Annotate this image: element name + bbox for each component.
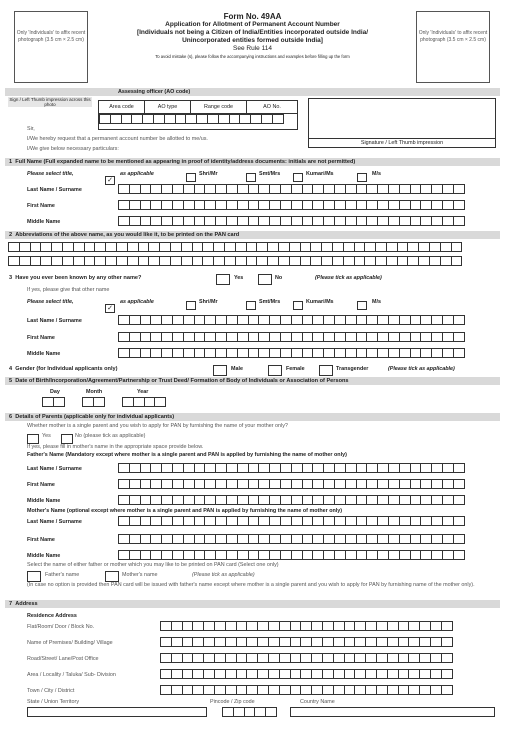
- char-box[interactable]: [441, 637, 453, 647]
- char-box[interactable]: [441, 669, 453, 679]
- char-box[interactable]: [453, 348, 465, 358]
- title-shri-label: Shri/Mr: [199, 171, 218, 177]
- section-5-number: 5: [9, 378, 13, 384]
- s1-first-name-field[interactable]: [118, 200, 464, 210]
- photo-box-right[interactable]: [416, 11, 490, 83]
- father-middle-name-field[interactable]: [118, 495, 464, 505]
- dob-day-field[interactable]: [42, 397, 64, 407]
- addr-pincode-field[interactable]: [222, 707, 276, 717]
- dob-year-field[interactable]: [122, 397, 165, 407]
- father-first-name-label: First Name: [27, 482, 55, 488]
- section-5-title: Date of Birth/Incorporation/Agreement/Partnership or Trust Deed/ Formation of Body of Individuals or Association of Persons: [15, 378, 349, 384]
- addr-flat-field[interactable]: [160, 621, 452, 631]
- title-kumari-label: Kumari/Ms: [306, 171, 334, 177]
- s3-middle-name-field[interactable]: [118, 348, 464, 358]
- s1-last-name-label: Last Name / Surname: [27, 187, 82, 193]
- dob-month-digit[interactable]: [93, 397, 105, 407]
- ao-type-label: AO type: [145, 101, 191, 113]
- gender-transgender-label: Transgender: [336, 366, 369, 372]
- s3-first-name-field[interactable]: [118, 332, 464, 342]
- mother-first-name-field[interactable]: [118, 534, 464, 544]
- gender-female-label: Female: [286, 366, 305, 372]
- section-2-number: 2: [9, 232, 13, 238]
- char-box[interactable]: [441, 685, 453, 695]
- section-1-title: Full Name (Full expanded name to be mentioned as appearing in proof of identity/address documents: initials are not permitted): [15, 159, 356, 165]
- mother-first-name-label: First Name: [27, 537, 55, 543]
- ao-cell[interactable]: [272, 114, 284, 124]
- char-box[interactable]: [453, 479, 465, 489]
- gender-male-label: Male: [231, 366, 243, 372]
- addr-premises-field[interactable]: [160, 637, 452, 647]
- section-3-header: [5, 274, 500, 282]
- char-box[interactable]: [453, 534, 465, 544]
- addr-road-field[interactable]: [160, 653, 452, 663]
- addr-road-label: Road/Street/ Lane/Post Office: [27, 656, 99, 662]
- section-6-title: Details of Parents (applicable only for individual applicants): [15, 414, 175, 420]
- ao-code-table: [98, 100, 298, 130]
- char-box[interactable]: [453, 200, 465, 210]
- s3-title-smt-checkbox[interactable]: [246, 297, 256, 315]
- father-middle-name-label: Middle Name: [27, 498, 61, 504]
- dob-day-digit[interactable]: [53, 397, 65, 407]
- father-last-name-label: Last Name / Surname: [27, 466, 82, 472]
- s3-as-applicable-label: as applicable: [120, 299, 154, 305]
- s3-middle-name-label: Middle Name: [27, 351, 61, 357]
- residence-address-heading: Residence Address: [27, 613, 77, 619]
- card-name-note: (In case no option is provided then PAN card will be issued with father's name except where mother is a single parent and you wish to apply for PAN by furnishing name of the mother only).: [27, 582, 475, 588]
- s3-last-name-label: Last Name / Surname: [27, 318, 82, 324]
- s3-title-shri-checkbox[interactable]: [186, 297, 196, 315]
- section-6-header: [5, 413, 500, 421]
- section-1-number: 1: [9, 159, 13, 165]
- char-box[interactable]: [453, 495, 465, 505]
- char-box[interactable]: [453, 184, 465, 194]
- s3-select-title-label: Please select title,: [27, 299, 74, 305]
- mother-name-heading: Mother's Name (optional except where mother is a single parent and PAN is applied by furnishing the name of mother only): [27, 508, 343, 514]
- form-title-3: Unincorporated entities formed outside India]: [182, 37, 323, 44]
- photo-left-text: Only 'Individuals' to affix recent photograph (3.5 cm × 2.5 cm): [16, 30, 86, 43]
- char-box[interactable]: [453, 516, 465, 526]
- signature-box[interactable]: [308, 98, 496, 148]
- abbreviation-field-row-2[interactable]: [8, 256, 461, 266]
- single-parent-no-label: No (please tick as applicable): [75, 433, 146, 439]
- salutation: Sir,: [27, 126, 35, 132]
- s3-title-ms-label: M/s: [372, 299, 381, 305]
- addr-country-label: Country Name: [300, 699, 335, 705]
- as-applicable-label: as applicable: [120, 171, 154, 177]
- s3-title-smt-label: Smt/Mrs: [259, 299, 281, 305]
- char-box[interactable]: [451, 242, 463, 252]
- form-header: [95, 13, 410, 61]
- s1-middle-name-field[interactable]: [118, 216, 464, 226]
- father-name-heading: Father's Name (Mandatory except where mother is a single parent and PAN is applied by furnishing the name of mother only): [27, 452, 347, 458]
- char-box[interactable]: [453, 463, 465, 473]
- ao-title: Assessing officer (AO code): [118, 89, 191, 95]
- dob-day-label: Day: [50, 389, 60, 395]
- title-ms-label: M/s: [372, 171, 381, 177]
- gender-tick-note: (Please tick as applicable): [388, 366, 455, 372]
- addr-state-label: State / Union Territory: [27, 699, 80, 705]
- ao-area-code-label: Area code: [99, 101, 145, 113]
- title-as-applicable-checkbox[interactable]: ✓: [105, 169, 115, 187]
- addr-town-label: Town / City / District: [27, 688, 75, 694]
- select-title-label: Please select title,: [27, 171, 74, 177]
- section-1-header: [5, 158, 500, 166]
- section-3-number: 3: [9, 275, 13, 281]
- section-3-title: Have you ever been known by any other name?: [15, 275, 142, 281]
- addr-area-label: Area / Locality / Taluka/ Sub- Division: [27, 672, 116, 678]
- card-name-tick-note: (Please tick as applicable): [192, 572, 255, 578]
- addr-premises-label: Name of Premises/ Building/ Village: [27, 640, 113, 646]
- title-smt-label: Smt/Mrs: [259, 171, 281, 177]
- rule-ref: See Rule 114: [233, 45, 272, 52]
- photo-right-text: Only 'Individuals' to affix recent photograph (3.5 cm × 2.5 cm): [418, 30, 488, 43]
- char-box[interactable]: [441, 621, 453, 631]
- signature-caption: Signature / Left Thumb impression: [309, 138, 495, 148]
- char-box[interactable]: [451, 256, 463, 266]
- addr-flat-label: Flat/Room/ Door / Block No.: [27, 624, 95, 630]
- mother-last-name-label: Last Name / Surname: [27, 519, 82, 525]
- s1-middle-name-label: Middle Name: [27, 219, 61, 225]
- dob-year-digit[interactable]: [154, 397, 166, 407]
- single-parent-yes-label: Yes: [42, 433, 51, 439]
- single-parent-ifyes: If yes, please fill in mother's name in the appropriate space provide below.: [27, 444, 204, 450]
- s3-as-applicable-checkbox[interactable]: ✓: [105, 297, 115, 315]
- section-4-title: Gender (for Individual applicants only): [15, 366, 118, 372]
- char-box[interactable]: [453, 216, 465, 226]
- other-name-ifyes: If yes, please give that other name: [27, 287, 110, 293]
- s3-title-kumari-checkbox[interactable]: [293, 297, 303, 315]
- card-mother-name-label: Mother's name: [122, 572, 158, 578]
- ao-number-label: AO No.: [263, 104, 281, 110]
- addr-area-field[interactable]: [160, 669, 452, 679]
- s1-first-name-label: First Name: [27, 203, 55, 209]
- intro-line-1: I/We hereby request that a permanent account number be allotted to me/us.: [27, 136, 208, 142]
- s3-title-ms-checkbox[interactable]: [357, 297, 367, 315]
- dob-year-label: Year: [137, 389, 149, 395]
- char-box[interactable]: [441, 653, 453, 663]
- sign-left-caption: Sign / Left Thumb impression across this photo: [9, 97, 91, 107]
- addr-pincode-label: Pincode / Zip code: [210, 699, 255, 705]
- section-4-number: 4: [9, 366, 13, 372]
- other-name-no-label: No: [275, 275, 283, 281]
- section-7-header: [5, 600, 500, 608]
- char-box[interactable]: [265, 707, 277, 717]
- section-5-header: [5, 377, 500, 385]
- s3-first-name-label: First Name: [27, 335, 55, 341]
- char-box[interactable]: [453, 315, 465, 325]
- other-name-tick-note: (Please tick as applicable): [315, 275, 382, 281]
- mother-middle-name-label: Middle Name: [27, 553, 61, 559]
- s1-last-name-field[interactable]: [118, 184, 464, 194]
- s3-title-shri-label: Shri/Mr: [199, 299, 218, 305]
- other-name-no-checkbox[interactable]: [258, 272, 272, 290]
- section-2-title: Abbreviations of the above name, as you would like it, to be printed on the PAN card: [15, 232, 240, 238]
- mother-last-name-field[interactable]: [118, 516, 464, 526]
- dob-month-field[interactable]: [82, 397, 104, 407]
- abbreviation-field-row-1[interactable]: [8, 242, 461, 252]
- addr-town-field[interactable]: [160, 685, 452, 695]
- form-number: Form No. 49AA: [223, 12, 282, 21]
- s3-last-name-field[interactable]: [118, 315, 464, 325]
- char-box[interactable]: [453, 550, 465, 560]
- ao-range-code-label: Range code: [191, 101, 247, 113]
- addr-state-field[interactable]: [27, 707, 207, 717]
- card-father-name-label: Father's name: [45, 572, 80, 578]
- section-6-number: 6: [9, 414, 13, 420]
- dob-month-label: Month: [86, 389, 103, 395]
- section-7-title: Address: [15, 601, 38, 607]
- instruction-text: To avoid mistake (s), please follow the accompanying instructions and examples before filling up the form: [155, 54, 350, 59]
- father-first-name-field[interactable]: [118, 479, 464, 489]
- s3-title-kumari-label: Kumari/Ms: [306, 299, 334, 305]
- section-2-header: [5, 231, 500, 239]
- form-title-2: [Individuals not being a Citizen of India/Entities incorporated outside India/: [136, 29, 369, 36]
- mother-middle-name-field[interactable]: [118, 550, 464, 560]
- select-card-name-text: Select the name of either father or mother which you may like to be printed on PAN card (Select one only): [27, 562, 279, 568]
- other-name-yes-label: Yes: [234, 275, 244, 281]
- section-7-number: 7: [9, 601, 13, 607]
- single-parent-question: Whether mother is a single parent and you wish to apply for PAN by furnishing the name of your mother only?: [27, 423, 288, 429]
- form-title-1: Application for Allotment of Permanent Account Number: [165, 21, 340, 28]
- photo-box-left[interactable]: [14, 11, 88, 83]
- other-name-yes-checkbox[interactable]: [216, 272, 230, 290]
- father-last-name-field[interactable]: [118, 463, 464, 473]
- intro-line-2: I/We give below necessary particulars:: [27, 146, 119, 152]
- char-box[interactable]: [453, 332, 465, 342]
- addr-country-field[interactable]: [290, 707, 495, 717]
- ao-band: [5, 88, 500, 96]
